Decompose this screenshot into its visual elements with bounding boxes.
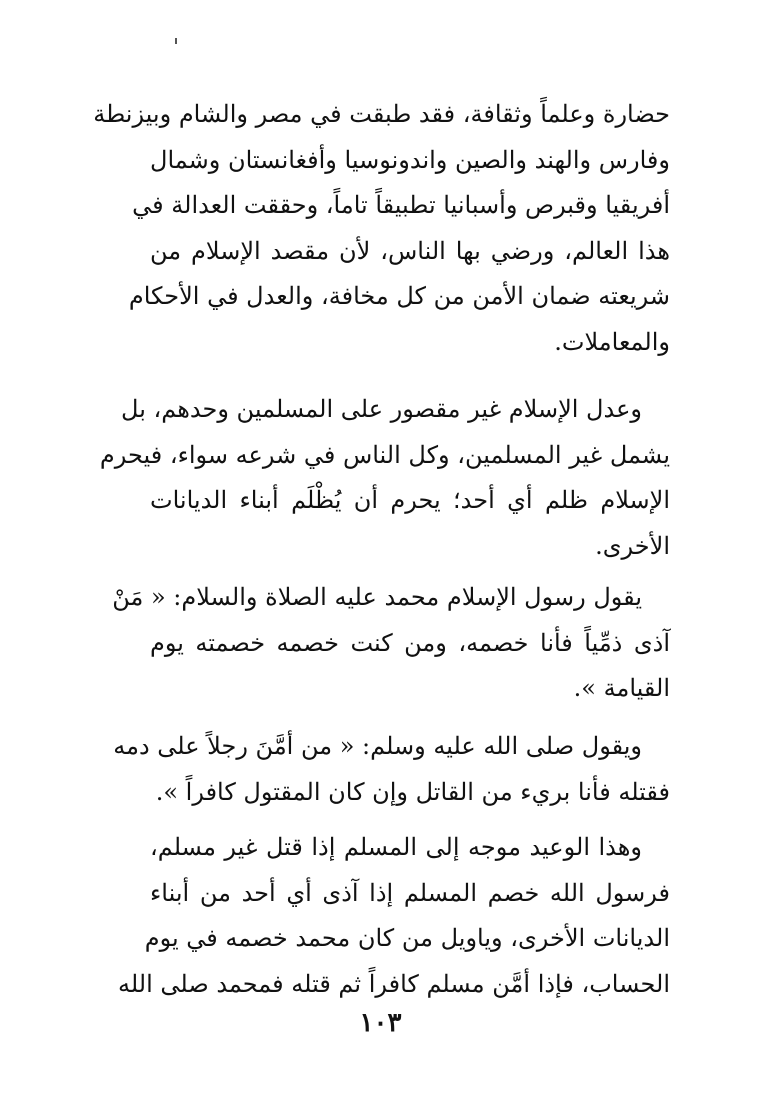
text-line: وهذا الوعيد موجه إلى المسلم إذا قتل غير مسلم، (150, 833, 642, 861)
text-line: الأخرى. (595, 531, 670, 560)
paragraph-3 (112, 575, 670, 712)
paragraph-1 (93, 92, 670, 365)
page-number: ١٠٣ (359, 1008, 402, 1038)
text-line: الديانات الأخرى، وياويل من كان محمد خصمه في يوم (144, 924, 670, 952)
text-line: آذى ذمِّياً فأنا خصمه، ومن كنت خصمه خصمته يوم (150, 628, 670, 657)
scan-speck (175, 38, 177, 44)
text-line: أفريقيا وقبرص وأسبانيا تطبيقاً تاماً، وحققت العدالة في (132, 191, 670, 219)
text-line: الإسلام ظلم أي أحد؛ يحرم أن يُظْلَم أبناء الديانات (150, 486, 670, 514)
text-line: حضارة وعلماً وثقافة، فقد طبقت في مصر والشام وبيزنطة (93, 100, 670, 128)
text-line: فرسول الله خصم المسلم إذا آذى أي أحد من أبناء (150, 878, 670, 907)
text-line: شريعته ضمان الأمن من كل مخافة، والعدل في الأحكام (128, 282, 670, 310)
text-line: القيامة ». (573, 674, 670, 702)
text-line: ويقول صلى الله عليه وسلم: « من أمَّنَ رجلاً على دمه (113, 732, 642, 760)
text-line: والمعاملات. (554, 327, 670, 356)
text-line: وفارس والهند والصين واندونوسيا وأفغانستان وشمال (150, 145, 670, 174)
paragraph-2 (99, 387, 670, 569)
text-line: يشمل غير المسلمين، وكل الناس في شرعه سواء، فيحرم (99, 440, 670, 469)
text-line: هذا العالم، ورضي بها الناس، لأن مقصد الإسلام من (150, 236, 670, 265)
text-line: يقول رسول الإسلام محمد عليه الصلاة والسلام: « مَنْ (112, 583, 642, 611)
text-line: الحساب، فإذا أمَّن مسلم كافراً ثم قتله فمحمد صلى الله (117, 969, 670, 998)
paragraph-5 (117, 825, 670, 1007)
text-line: وعدل الإسلام غير مقصور على المسلمين وحدهم، بل (121, 395, 642, 423)
paragraph-4 (113, 724, 670, 815)
text-line: فقتله فأنا بريء من القاتل وإن كان المقتول كافراً ». (155, 777, 670, 806)
